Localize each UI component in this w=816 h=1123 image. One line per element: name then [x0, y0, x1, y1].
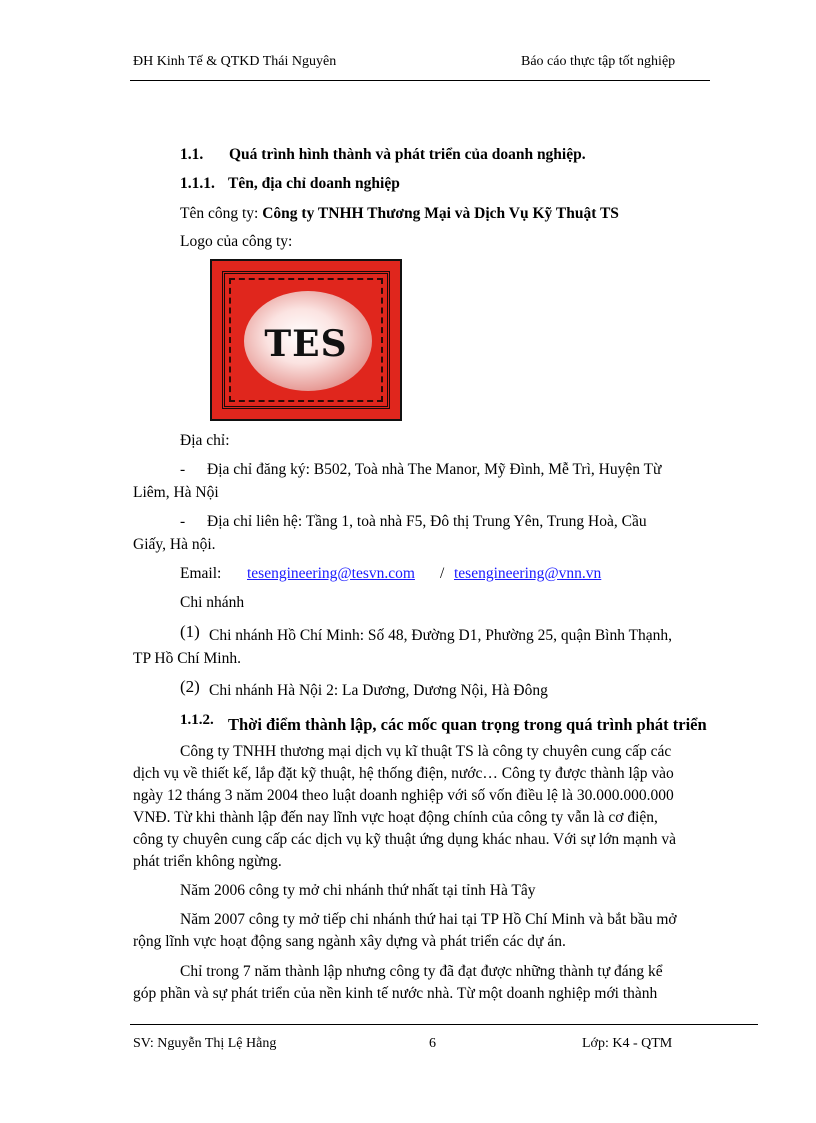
header-rule: [130, 80, 710, 81]
footer-page-number: 6: [429, 1036, 436, 1051]
para-3-line-2: rộng lĩnh vực hoạt động sang ngành xây dựng và phát triển các dự án.: [133, 933, 566, 950]
email-separator: /: [440, 565, 445, 582]
branch-1-line2: TP Hồ Chí Minh.: [133, 650, 241, 667]
section-1-1-title: Quá trình hình thành và phát triển của doanh nghiệp.: [229, 146, 586, 163]
para-1-line-3: ngày 12 tháng 3 năm 2004 theo luật doanh nghiệp với số vốn điều lệ là 30.000.000.000: [133, 787, 674, 804]
section-1-1-1-title: Tên, địa chỉ doanh nghiệp: [228, 175, 400, 192]
para-3-line-1: Năm 2007 công ty mở tiếp chi nhánh thứ hai tại TP Hồ Chí Minh và bắt bầu mở: [180, 911, 677, 928]
branch-1-number: (1): [180, 622, 200, 641]
header-left: ĐH Kinh Tế & QTKD Thái Nguyên: [133, 54, 337, 69]
branches-label: Chi nhánh: [180, 594, 245, 611]
company-logo: [210, 259, 402, 421]
para-1-line-2: dịch vụ về thiết kế, lắp đặt kỹ thuật, hệ thống điện, nước… Công ty được thành lập vào: [133, 765, 674, 782]
branch-2-text: Chi nhánh Hà Nội 2: La Dương, Dương Nội, Hà Đông: [209, 682, 548, 699]
email-label: Email:: [180, 565, 222, 582]
para-2: Năm 2006 công ty mở chi nhánh thứ nhất tại tỉnh Hà Tây: [180, 882, 536, 899]
registered-address-line1: Địa chỉ đăng ký: B502, Toà nhà The Manor, Mỹ Đình, Mễ Trì, Huyện Từ: [207, 461, 662, 478]
para-1-line-6: phát triển không ngừng.: [133, 853, 282, 870]
email-link-2[interactable]: tesengineering@vnn.vn: [454, 565, 602, 582]
bullet-dash: -: [180, 461, 186, 478]
company-name-line: [180, 205, 619, 223]
para-1-line-4: VNĐ. Từ khi thành lập đến nay lĩnh vực hoạt động chính của công ty vẫn là cơ điện,: [133, 809, 658, 826]
address-label: Địa chỉ:: [180, 432, 230, 449]
logo-label: Logo của công ty:: [180, 233, 293, 250]
logo-text: TES: [264, 323, 348, 365]
company-name-label: Tên công ty:: [180, 205, 263, 222]
section-1-1-1-number: 1.1.1.: [180, 175, 215, 192]
footer-student: SV: Nguyễn Thị Lệ Hằng: [133, 1036, 277, 1051]
para-1-line-5: công ty chuyên cung cấp các dịch vụ kỹ thuật ứng dụng khác nhau. Với sự lớn mạnh và: [133, 831, 676, 848]
contact-address-line2: Giấy, Hà nội.: [133, 536, 216, 553]
section-1-1-2-title: Thời điểm thành lập, các mốc quan trọng trong quá trình phát triển: [228, 715, 707, 734]
branch-1-line1: Chi nhánh Hồ Chí Minh: Số 48, Đường D1, Phường 25, quận Bình Thạnh,: [209, 627, 673, 644]
email-link-1[interactable]: tesengineering@tesvn.com: [247, 565, 415, 582]
footer-rule: [130, 1024, 758, 1025]
para-1-line-1: Công ty TNHH thương mại dịch vụ kĩ thuật TS là công ty chuyên cung cấp các: [180, 743, 672, 760]
para-4-line-2: góp phần và sự phát triển của nền kinh tế nước nhà. Từ một doanh nghiệp mới thành: [133, 985, 658, 1002]
company-name: Công ty TNHH Thương Mại và Dịch Vụ Kỹ Thuật TS: [262, 205, 619, 222]
bullet-dash: -: [180, 513, 186, 530]
para-4-line-1: Chỉ trong 7 năm thành lập nhưng công ty đã đạt được những thành tự đáng kể: [180, 963, 663, 980]
section-1-1-number: 1.1.: [180, 146, 204, 163]
registered-address-line2: Liêm, Hà Nội: [133, 484, 219, 501]
contact-address-line1: Địa chỉ liên hệ: Tầng 1, toà nhà F5, Đô thị Trung Yên, Trung Hoà, Cầu: [207, 513, 647, 530]
header-right: Báo cáo thực tập tốt nghiệp: [521, 54, 676, 69]
section-1-1-2-number: 1.1.2.: [180, 712, 214, 728]
branch-2-number: (2): [180, 677, 200, 696]
footer-class: Lớp: K4 - QTM: [582, 1036, 673, 1051]
